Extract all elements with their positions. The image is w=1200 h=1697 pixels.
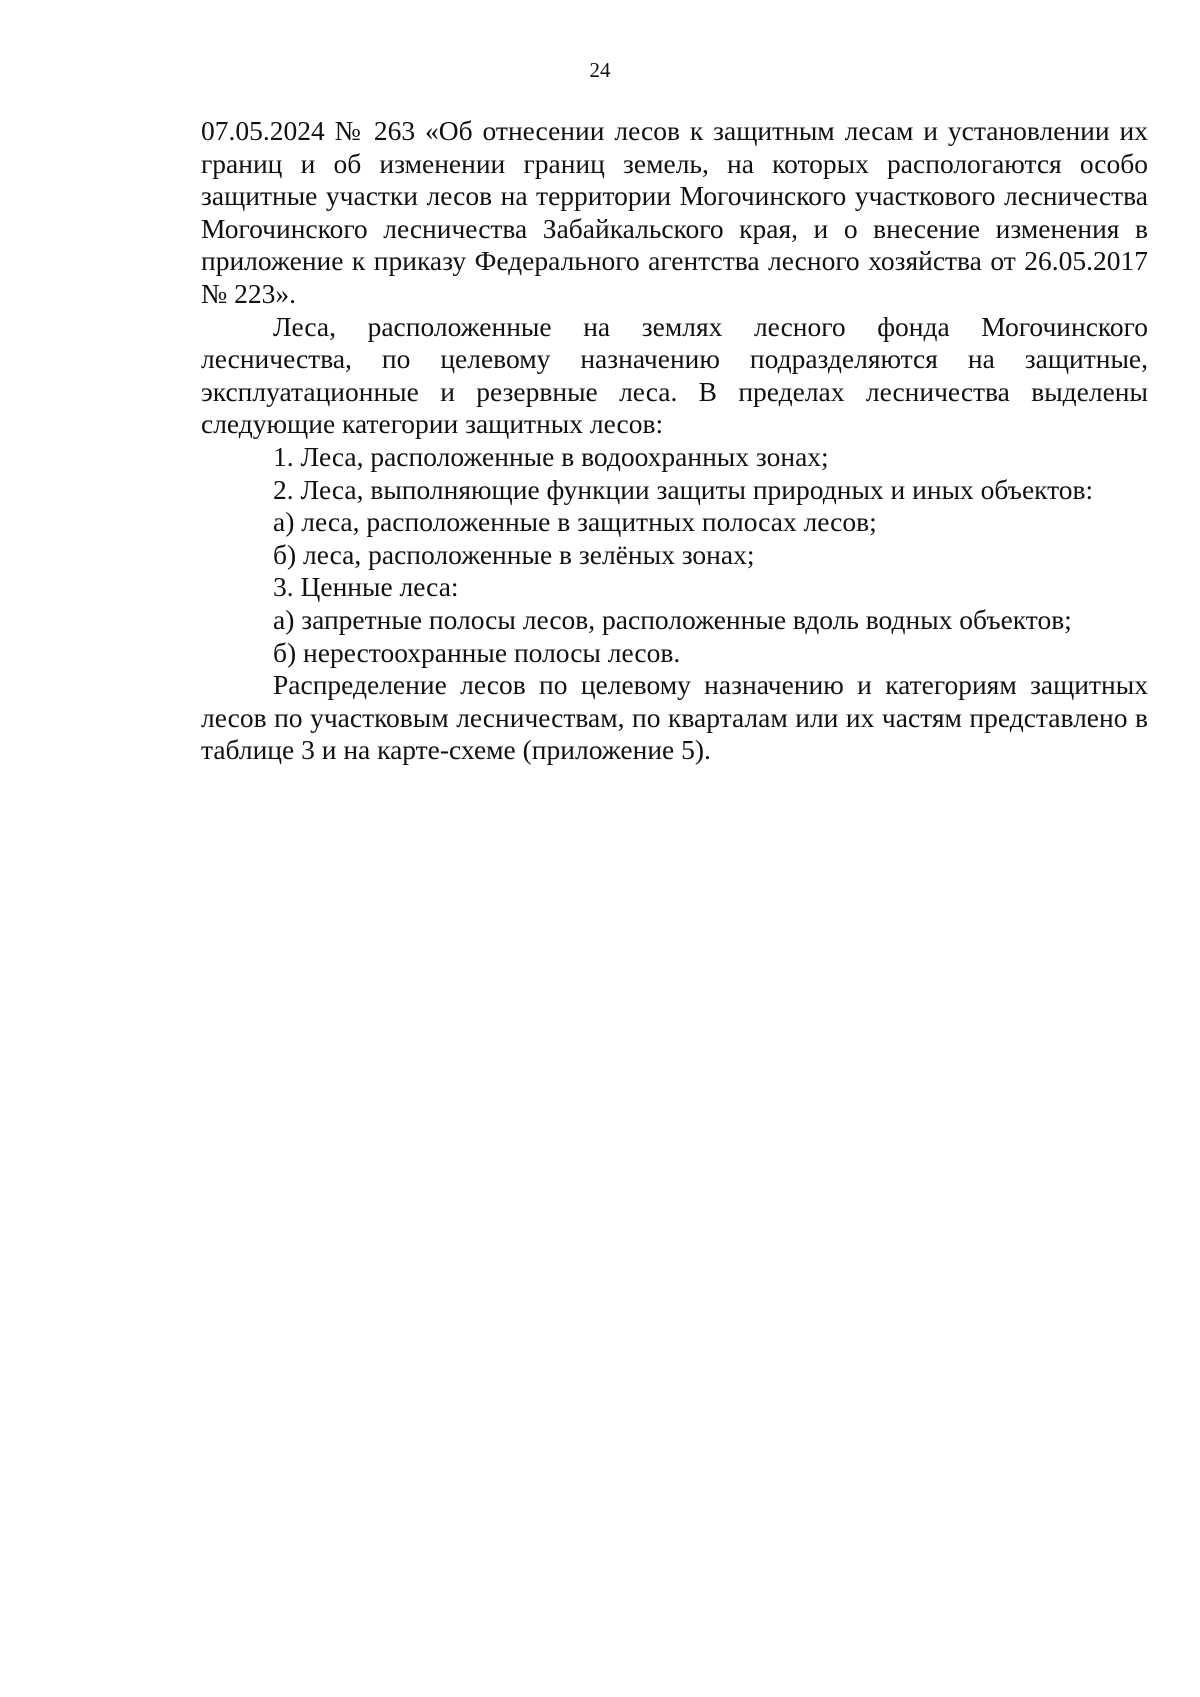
document-body xyxy=(201,115,1148,767)
list-item: б) леса, расположенные в зелёных зонах; xyxy=(273,538,755,570)
list-item: 3. Ценные леса: xyxy=(273,571,459,603)
list-item: 1. Леса, расположенные в водоохранных зонах; xyxy=(273,440,829,472)
paragraph-order-reference: 07.05.2024 № 263 «Об отнесении лесов к защитным лесам и установлении их границ и об изменении границ земель, на которых распологаются особо защитные участки лесов на территории Могочинского участкового лесничества Могочинского лесничества Забайкальского края, и о внесение изменения в приложение к приказу Федерального агентства лесного хозяйства от 26.05.2017 № 223». xyxy=(201,115,1148,309)
list-item: 2. Леса, выполняющие функции защиты природных и иных объектов: xyxy=(273,473,1094,505)
page-number: 24 xyxy=(589,58,611,82)
list-item: а) запретные полосы лесов, расположенные вдоль водных объектов; xyxy=(273,603,1072,635)
list-item: б) нерестоохранные полосы лесов. xyxy=(273,636,681,668)
paragraph-forest-purpose: Леса, расположенные на землях лесного фонда Могочинского лесничества, по целевому назначению подразделяются на защитные, эксплуатационные и резервные леса. В пределах лесничества выделены следующие категории защитных лесов: xyxy=(201,310,1148,440)
paragraph-distribution: Распределение лесов по целевому назначению и категориям защитных лесов по участковым лесничествам, по кварталам или их частям представлено в таблице 3 и на карте-схеме (приложение 5). xyxy=(201,669,1148,766)
list-item: а) леса, расположенные в защитных полосах лесов; xyxy=(273,506,877,538)
